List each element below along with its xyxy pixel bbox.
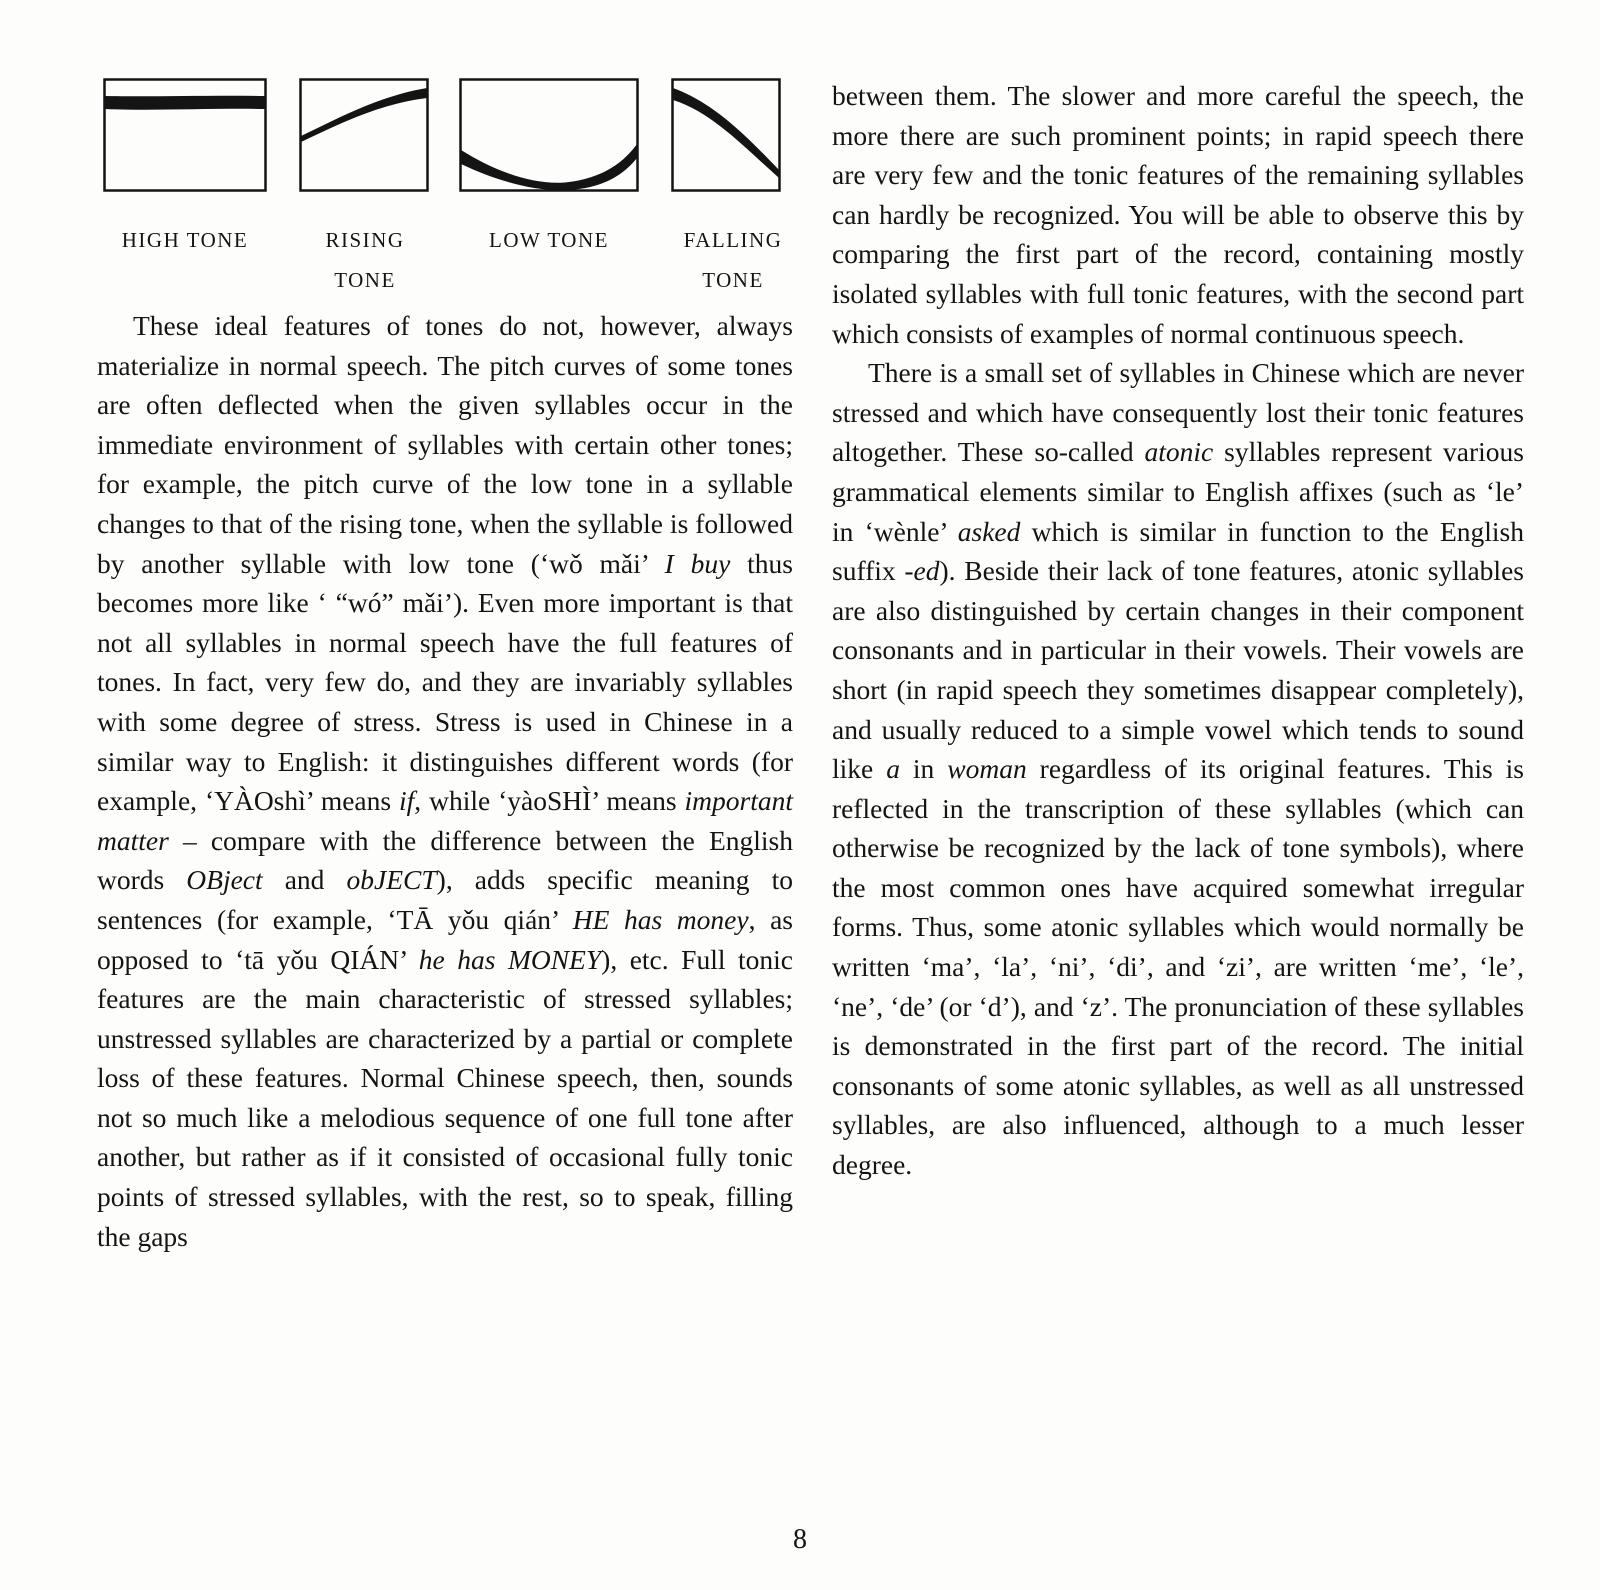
text-run: syllables represent various grammatical elements similar to English affixes (such as ‘le’ in ‘wènle’: [832, 436, 1524, 547]
high-tone-label: HIGH TONE: [121, 228, 249, 252]
page-number: 8: [793, 1524, 807, 1555]
text-run: in: [899, 753, 948, 785]
rising-tone-contour-icon: [299, 78, 429, 192]
paragraph: [832, 76, 1524, 353]
text-run: and: [262, 864, 347, 896]
italic-run: obJECT: [346, 864, 437, 896]
italic-run: OBject: [186, 864, 263, 896]
rising-tone-label: RISING TONE: [325, 228, 405, 292]
italic-run: woman: [947, 753, 1027, 785]
text-run: These ideal features of tones do not, however, always materialize in normal speech. The pitch curves of some tones are often deflected when the given syllables occur in the immediate environment of syllables with certain other tones; for example, the pitch curve of the low tone in a syllable changes to that of the rising tone, when the syllable is followed by another syllable with low tone (‘wǒ mǎi’: [97, 310, 793, 579]
tone-diagrams: [97, 78, 797, 292]
falling-tone-label: FALLING TONE: [683, 228, 783, 292]
text-run: thus becomes more like ‘ “wó” mǎi’). Even more important is that not all syllables in normal speech have the full features of tones. In fact, very few do, and they are invariably syllables with some degree of stress. Stress is used in Chinese in a similar way to English: it distinguishes different words (for example, ‘YÀOshì’ means: [97, 547, 793, 817]
italic-run: if: [399, 785, 415, 817]
paragraph: [832, 353, 1524, 1184]
text-run: , as opposed to ‘tā yǒu QIÁN’: [97, 903, 793, 975]
italic-run: I buy: [664, 547, 731, 579]
right-column: [832, 76, 1524, 1185]
text-run: ), etc. Full tonic features are the main characteristic of stressed syllables; unstressed syllables are characterized by a partial or complete loss of these features. Normal Chinese speech, then, sounds not so much like a melodious sequence of one full tone after another, but rather as if it consisted of occasional fully tonic points of stressed syllables, with the rest, so to speak, filling the gaps: [97, 943, 793, 1252]
high-tone-contour-icon: [103, 78, 267, 192]
italic-run: atonic: [1144, 436, 1214, 468]
text-run: between them. The slower and more careful the speech, the more there are such prominent points; in rapid speech there are very few and the tonic features of the remaining syllables can hardly be recognized. You will be able to observe this by comparing the first part of the record, containing mostly isolated syllables with full tonic features, with the second part which consists of examples of normal continuous speech.: [832, 80, 1524, 349]
high-tone-diagram: [103, 78, 267, 192]
paragraph: [97, 306, 793, 1256]
italic-run: asked: [957, 515, 1021, 547]
low-tone-diagram: [459, 78, 639, 192]
low-tone-label: LOW TONE: [489, 228, 609, 252]
text-run: ). Beside their lack of tone features, atonic syllables are also distinguished by certain changes in their component consonants and in particular in their vowels. Their vowels are short (in rapid speech they sometimes disappear completely), and usually reduced to a simple vowel which tends to sound like: [832, 555, 1524, 785]
italic-run: he has MONEY: [418, 943, 602, 975]
rising-tone-diagram: [299, 78, 429, 192]
italic-run: important matter: [97, 785, 793, 856]
italic-run: -ed: [904, 555, 940, 587]
falling-tone-contour-icon: [671, 78, 781, 192]
italic-run: a: [886, 753, 900, 785]
low-tone-contour-icon: [459, 78, 639, 192]
text-run: regardless of its original features. This is reflected in the transcription of these syllables (which can otherwise be recognized by the lack of tone symbols), where the most common ones have acquired somewhat irregular forms. Thus, some atonic syllables which would normally be written ‘ma’, ‘la’, ‘ni’, ‘di’, and ‘zi’, are written ‘me’, ‘le’, ‘ne’, ‘de’ (or ‘d’), and ‘z’. The pronunciation of these syllables is demonstrated in the first part of the record. The initial consonants of some atonic syllables, as well as all unstressed syllables, are also influenced, although to a much lesser degree.: [832, 753, 1524, 1181]
text-run: ), adds specific meaning to sentences (for example, ‘TĀ yǒu qián’: [97, 864, 793, 935]
text-run: which is similar in function to the English suffix: [832, 515, 1525, 587]
text-run: – compare with the difference between the English words: [97, 824, 793, 896]
italic-run: HE has money: [572, 903, 749, 935]
text-run: There is a small set of syllables in Chinese which are never stressed and which have consequently lost their tonic features altogether. These so-called: [832, 357, 1524, 468]
text-run: , while ‘yàoSHÌ’ means: [414, 785, 685, 817]
left-column: [97, 306, 793, 1256]
falling-tone-diagram: [671, 78, 781, 192]
